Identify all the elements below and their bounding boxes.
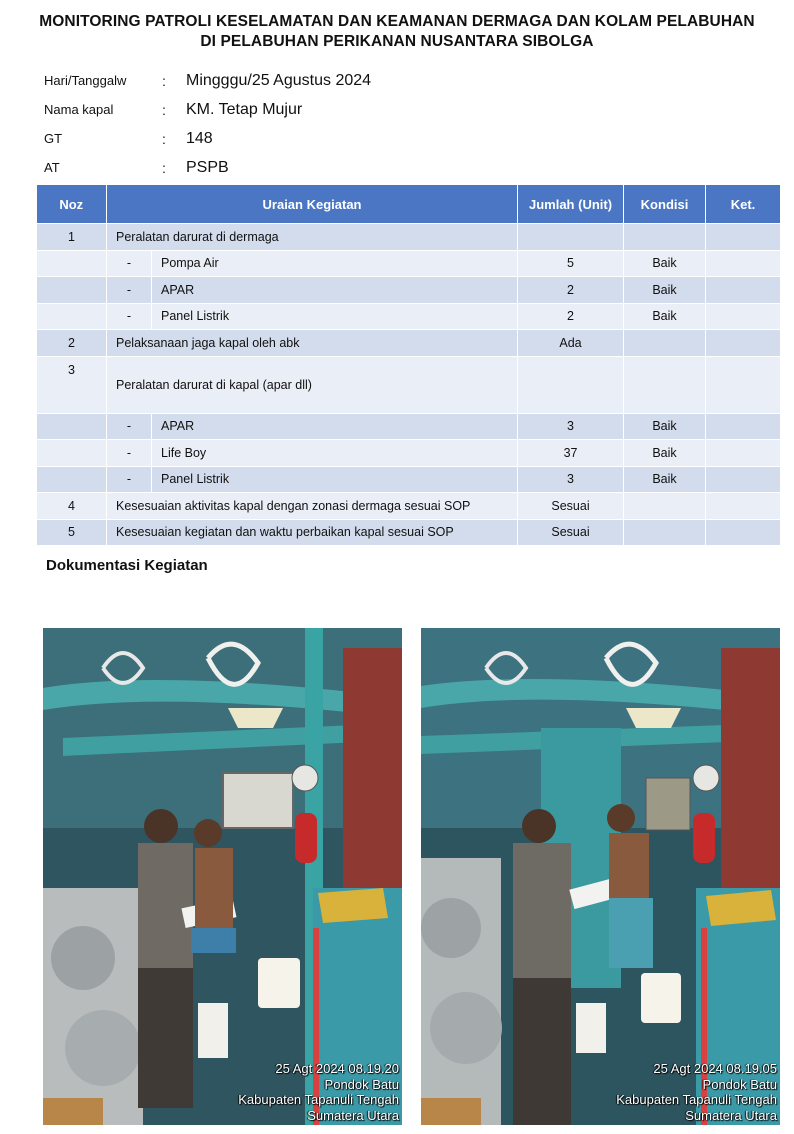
info-colon: : [162,130,166,147]
cell-ket [706,303,781,330]
documentation-photo-2 [421,628,780,1125]
stamp-regency: Kabupaten Tapanuli Tengah [616,1092,777,1107]
cell-no: 3 [37,356,107,413]
cell-dash: - [107,413,152,440]
stamp-regency: Kabupaten Tapanuli Tengah [238,1092,399,1107]
cell-jumlah: 3 [518,413,624,440]
cell-uraian: Pelaksanaan jaga kapal oleh abk [107,330,518,357]
cell-ket [706,356,781,413]
cell-jumlah: Sesuai [518,493,624,520]
vessel-info [44,66,371,182]
table-header-row [37,185,781,224]
cell-jumlah: 2 [518,303,624,330]
cell-kondisi: Baik [624,277,706,304]
table-row [37,519,781,546]
stamp-datetime: 25 Agt 2024 08.19.20 [275,1061,399,1076]
cell-kondisi: Baik [624,303,706,330]
info-value: KM. Tetap Mujur [186,100,303,118]
table-row [37,250,781,277]
header-no: Noz [37,185,107,224]
cell-kondisi [624,493,706,520]
table-row [37,440,781,467]
stamp-datetime: 25 Agt 2024 08.19.05 [653,1061,777,1076]
cell-no [37,277,107,304]
cell-uraian: Kesesuaian kegiatan dan waktu perbaikan kapal sesuai SOP [107,519,518,546]
info-value: Mingggu/25 Agustus 2024 [186,71,372,89]
cell-ket [706,277,781,304]
table-row [37,356,781,413]
cell-dash: - [107,303,152,330]
header-ket: Ket. [706,185,781,224]
cell-kondisi [624,330,706,357]
info-label: Hari/Tanggalw [44,73,127,88]
info-colon: : [162,72,166,89]
photo-timestamp-stamp [238,1061,399,1123]
cell-no: 4 [37,493,107,520]
monitoring-table [36,185,781,546]
cell-uraian: Kesesuaian aktivitas kapal dengan zonasi dermaga sesuai SOP [107,493,518,520]
table-row [37,277,781,304]
cell-no: 5 [37,519,107,546]
table-row [37,413,781,440]
header-jumlah: Jumlah (Unit) [518,185,624,224]
cell-jumlah [518,224,624,251]
stamp-province: Sumatera Utara [307,1107,399,1123]
cell-no [37,440,107,467]
engine-room-scene [43,628,402,1125]
info-row-gt [44,124,371,153]
cell-uraian: Pompa Air [152,250,518,277]
cell-no [37,250,107,277]
table-row [37,466,781,493]
cell-ket [706,519,781,546]
table-row [37,303,781,330]
cell-kondisi [624,519,706,546]
cell-ket [706,330,781,357]
cell-kondisi: Baik [624,466,706,493]
title-line-2: DI PELABUHAN PERIKANAN NUSANTARA SIBOLGA [200,33,594,50]
header-uraian: Uraian Kegiatan [107,185,518,224]
info-label: Nama kapal [44,102,114,117]
cell-no [37,413,107,440]
info-value: PSPB [186,158,229,176]
stamp-location: Pondok Batu [702,1076,777,1092]
cell-uraian: Panel Listrik [152,303,518,330]
cell-jumlah [518,356,624,413]
table-row [37,330,781,357]
cell-dash: - [107,250,152,277]
cell-uraian: Life Boy [152,440,518,467]
info-label: AT [44,160,60,175]
cell-ket [706,493,781,520]
title-line-1: MONITORING PATROLI KESELAMATAN DAN KEAMANAN DERMAGA DAN KOLAM PELABUHAN [39,13,755,30]
cell-dash: - [107,277,152,304]
cell-no: 2 [37,330,107,357]
info-colon: : [162,159,166,176]
cell-no: 1 [37,224,107,251]
table-row [37,493,781,520]
cell-jumlah: 2 [518,277,624,304]
cell-kondisi: Baik [624,413,706,440]
cell-dash: - [107,466,152,493]
stamp-province: Sumatera Utara [685,1107,777,1123]
cell-ket [706,250,781,277]
cell-jumlah: Ada [518,330,624,357]
cell-jumlah: 5 [518,250,624,277]
cell-ket [706,413,781,440]
table-row [37,224,781,251]
documentation-heading: Dokumentasi Kegiatan [46,557,208,574]
cell-jumlah: 3 [518,466,624,493]
cell-ket [706,440,781,467]
photo-timestamp-stamp [616,1061,777,1123]
cell-kondisi: Baik [624,440,706,467]
cell-uraian: APAR [152,413,518,440]
cell-no [37,303,107,330]
info-row-ship-name [44,95,371,124]
cell-jumlah: Sesuai [518,519,624,546]
cell-no [37,466,107,493]
cell-uraian: Panel Listrik [152,466,518,493]
cell-uraian: Peralatan darurat di dermaga [107,224,518,251]
cell-kondisi [624,356,706,413]
documentation-photo-1 [43,628,402,1125]
stamp-location: Pondok Batu [324,1076,399,1092]
info-label: GT [44,131,63,146]
info-row-date [44,66,371,95]
info-value: 148 [186,129,213,147]
cell-ket [706,224,781,251]
cell-uraian: Peralatan darurat di kapal (apar dll) [107,356,518,413]
cell-kondisi: Baik [624,250,706,277]
info-row-at [44,153,371,182]
engine-room-scene [421,628,780,1125]
cell-ket [706,466,781,493]
cell-dash: - [107,440,152,467]
cell-uraian: APAR [152,277,518,304]
cell-kondisi [624,224,706,251]
header-kondisi: Kondisi [624,185,706,224]
document-title [0,12,794,52]
cell-jumlah: 37 [518,440,624,467]
info-colon: : [162,101,166,118]
